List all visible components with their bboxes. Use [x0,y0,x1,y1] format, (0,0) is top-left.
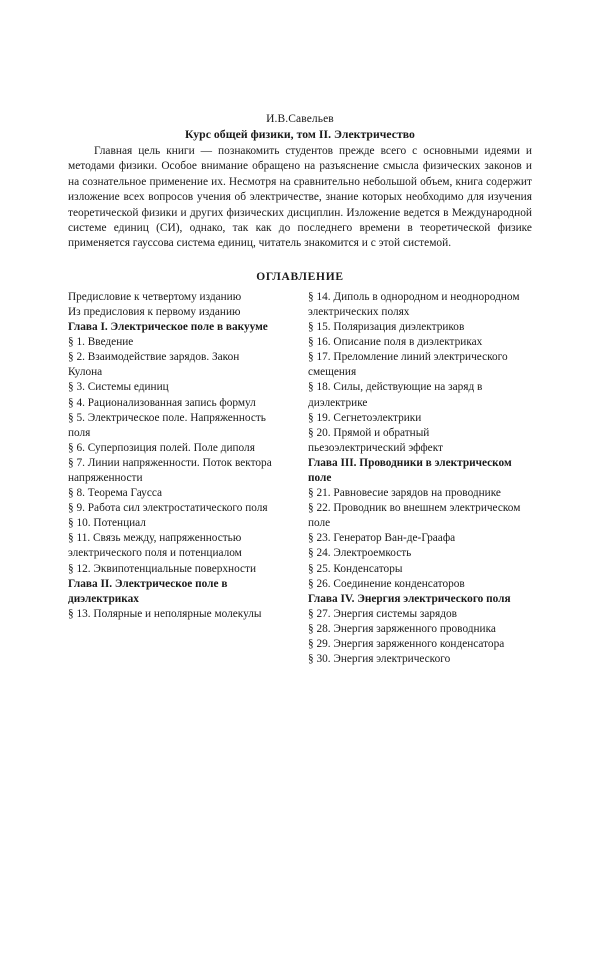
toc-entry-label: § 7. Линии напряженности. Поток вектора напряженности [68,456,272,484]
toc-entry-label: § 13. Полярные и неполярные молекулы [68,607,262,620]
toc-entry-label: Глава I. Электрическое поле в вакууме [68,321,268,334]
toc-entry-label: § 10. Потенциал [68,517,146,530]
toc-entry-label: § 8. Теорема Гаусса [68,487,162,500]
toc-entry[interactable] [308,652,530,667]
toc-entry-label: § 15. Поляризация диэлектриков [308,321,465,334]
toc-entry-label: § 17. Преломление линий электрического смещения [308,351,508,379]
toc-entry-label: § 5. Электрическое поле. Напряженность поля [68,411,266,439]
toc-entry-label: § 25. Конденсаторы [308,562,403,575]
toc-entry-label: § 9. Работа сил электростатического поля [68,502,268,515]
toc-entry-label: § 24. Электроемкость [308,547,412,560]
toc-entry-label: § 12. Эквипотенциальные поверхности [68,562,256,575]
page-content [68,112,532,667]
toc-entry-label: § 18. Силы, действующие на заряд в диэлектрике [308,381,483,409]
toc-columns [68,290,532,667]
toc-entry-label: § 6. Суперпозиция полей. Поле диполя [68,441,255,454]
toc-entry-label: § 2. Взаимодействие зарядов. Закон Кулона [68,351,240,379]
toc-entry-label: § 30. Энергия электрического [308,653,451,666]
toc-entry-label: § 21. Равновесие зарядов на проводнике [308,487,501,500]
toc-entry-label: § 27. Энергия системы зарядов [308,607,457,620]
toc-entry-label: § 4. Рационализованная запись формул [68,396,256,409]
toc-entry-label: § 29. Энергия заряженного конденсатора [308,638,505,650]
toc-heading: ОГЛАВЛЕНИЕ [256,270,344,283]
toc-entry-label: § 28. Энергия заряженного проводника [308,622,496,635]
abstract-paragraph: Главная цель книги — познакомить студентов прежде всего с основными идеями и методами физики. Особое внимание обращено на разъяснение смысла физических законов и на сознательное применение их. Несмотря на сравнительно небольшой объем, книга содержит изложение всех вопросов учения об электричестве, знание которых необходимо для изучения теоретической физики и других физических дисциплин. Изложение ведется в Международной системе единиц (СИ), однако, так как до последнего времени в теоретической физике применяется гауссова система единиц, читатель знакомится и с этой системой. [68,145,532,250]
toc-entry-label: § 14. Диполь в однородном и неоднородном электрических полях [308,290,520,318]
toc-entry-label: § 11. Связь между, напряженностью электрического поля и потенциалом [68,532,242,560]
toc-entry-label: § 22. Проводник во внешнем электрическом поле [308,502,521,530]
toc-column-right [308,290,530,667]
toc-entry-label: Глава II. Электрическое поле в диэлектриках [68,577,228,605]
toc-entry-label: Глава IV. Энергия электрического поля [308,592,511,605]
toc-entry-label: Из предисловия к первому изданию [68,305,241,318]
book-title: Курс общей физики, том II. Электричество [185,128,415,141]
toc-entry-label: § 1. Введение [68,336,134,349]
toc-entry-label: § 19. Сегнетоэлектрики [308,411,422,424]
toc-entry-label: § 3. Системы единиц [68,381,169,394]
toc-entry-page-number [68,112,600,962]
toc-entry-label: § 26. Соединение конденсаторов [308,577,465,590]
toc-entry-label: § 20. Прямой и обратный пьезоэлектрический эффект [308,426,443,454]
author-name: И.В.Савельев [266,113,334,125]
toc-entry-label: Предисловие к четвертому изданию [68,290,242,303]
toc-entry-label: § 23. Генератор Ван-де-Граафа [308,532,456,545]
toc-entry-label: § 16. Описание поля в диэлектриках [308,336,483,349]
toc-entry-label: Глава III. Проводники в электрическом поле [308,456,512,484]
